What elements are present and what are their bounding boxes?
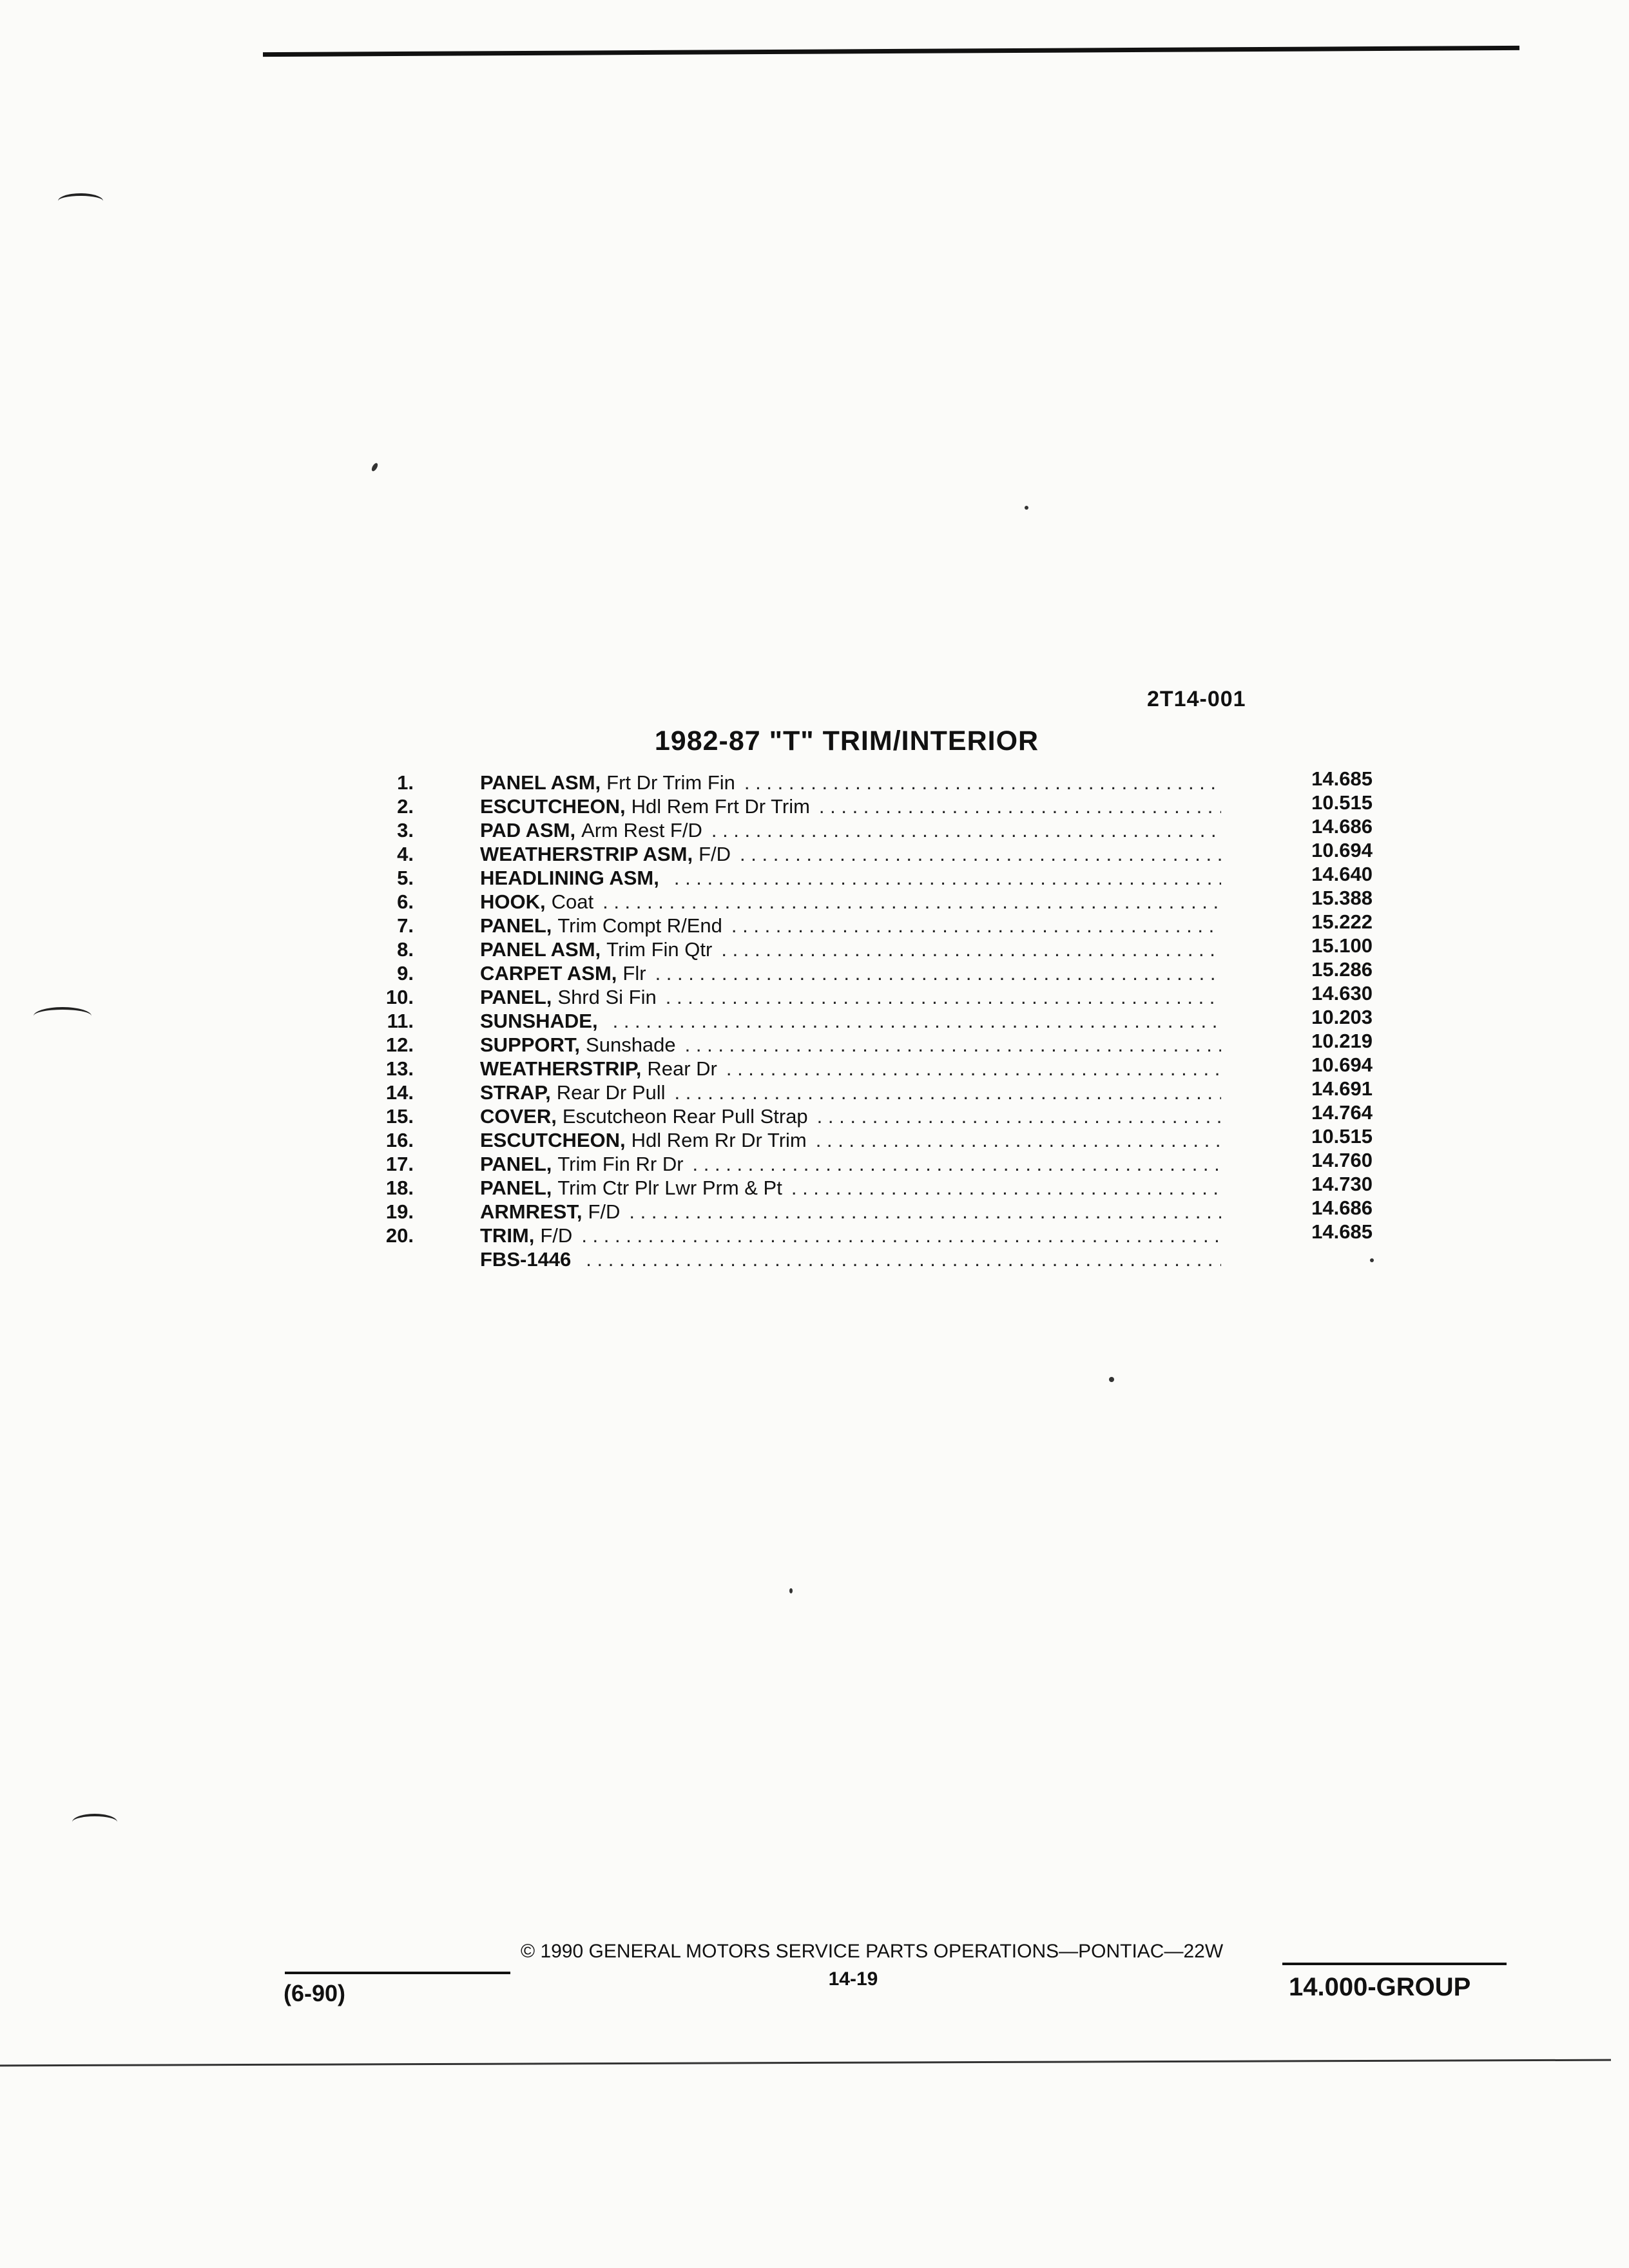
- part-number: 18.: [385, 1177, 414, 1199]
- part-group-code: 14.685: [1311, 1220, 1373, 1243]
- binder-hole-mark-middle: [34, 1007, 92, 1025]
- footer-revision-date: (6-90): [284, 1980, 346, 2006]
- page-title: 1982-87 "T" TRIM/INTERIOR: [654, 726, 1039, 756]
- parts-list: [380, 767, 1373, 1271]
- part-name: PANEL,: [480, 1153, 552, 1175]
- part-description: [480, 1247, 1221, 1271]
- dot-leader: [711, 818, 1221, 842]
- part-row: [380, 1196, 1373, 1224]
- part-row: [380, 863, 1373, 890]
- part-detail: F/D: [588, 1200, 621, 1223]
- dot-leader: [740, 842, 1221, 866]
- dot-leader: [817, 1104, 1221, 1128]
- footer-group-label: 14.000-GROUP: [1289, 1973, 1471, 2001]
- part-detail: Escutcheon Rear Pull Strap: [562, 1105, 808, 1128]
- part-name: PANEL,: [480, 1177, 552, 1199]
- dot-leader: [744, 771, 1221, 794]
- part-name: PANEL ASM,: [480, 938, 601, 961]
- binder-hole-mark-top: [58, 193, 103, 209]
- part-description: [480, 866, 1221, 890]
- dot-leader: [693, 1152, 1221, 1176]
- part-number: 2.: [397, 795, 414, 818]
- dot-leader: [726, 1057, 1221, 1081]
- part-description: [480, 794, 1221, 818]
- part-description: [480, 985, 1221, 1009]
- part-row: [380, 1173, 1373, 1200]
- part-row: [380, 1125, 1373, 1152]
- part-group-code: 15.100: [1311, 934, 1373, 957]
- part-group-code: 10.694: [1311, 839, 1373, 861]
- part-name: ESCUTCHEON,: [480, 795, 626, 818]
- part-description: [480, 1057, 1221, 1081]
- part-detail: Rear Dr Pull: [556, 1081, 666, 1104]
- part-detail: Trim Fin Rr Dr: [557, 1153, 684, 1175]
- part-group-code: 15.222: [1311, 910, 1373, 933]
- part-number: 9.: [397, 962, 414, 985]
- part-number: 6.: [397, 890, 414, 913]
- scan-speck: [371, 462, 379, 472]
- part-description: [480, 842, 1221, 866]
- dot-leader: [731, 914, 1221, 937]
- part-description: [480, 961, 1221, 985]
- part-description: [480, 1128, 1221, 1152]
- part-name: ESCUTCHEON,: [480, 1129, 626, 1151]
- part-row: [380, 910, 1373, 937]
- part-group-code: 15.286: [1311, 958, 1373, 981]
- part-row: [380, 1101, 1373, 1128]
- part-detail: F/D: [540, 1224, 573, 1247]
- part-name: ARMREST,: [480, 1200, 583, 1223]
- part-number: 15.: [385, 1105, 414, 1128]
- part-group-code: 15.388: [1311, 887, 1373, 909]
- footer-copyright: © 1990 GENERAL MOTORS SERVICE PARTS OPERATIONS—PONTIAC—22W: [521, 1941, 1224, 1962]
- part-description: [480, 1224, 1221, 1247]
- part-description: [480, 1009, 1221, 1033]
- part-group-code: 14.630: [1311, 982, 1373, 1004]
- part-detail: Shrd Si Fin: [557, 986, 657, 1008]
- part-description: [480, 914, 1221, 937]
- part-group-code: 14.686: [1311, 815, 1373, 838]
- part-row: [380, 982, 1373, 1009]
- part-group-code: 14.764: [1311, 1101, 1373, 1124]
- part-row: [380, 1220, 1373, 1247]
- dot-leader: [666, 985, 1221, 1009]
- top-rule: [263, 46, 1519, 57]
- part-group-code: 10.219: [1311, 1030, 1373, 1052]
- part-row: [380, 1053, 1373, 1081]
- part-number: 4.: [397, 843, 414, 865]
- scan-speck: [789, 1588, 793, 1593]
- part-number: 19.: [385, 1200, 414, 1223]
- binder-hole-mark-bottom: [72, 1814, 117, 1831]
- bottom-rule: [0, 2059, 1611, 2067]
- part-row: [380, 934, 1373, 961]
- part-description: [480, 1081, 1221, 1104]
- part-number: 17.: [385, 1153, 414, 1175]
- part-group-code: 10.515: [1311, 791, 1373, 814]
- dot-leader: [586, 1247, 1221, 1271]
- dot-leader: [816, 1128, 1221, 1152]
- dot-leader: [675, 1081, 1221, 1104]
- scan-speck: [1025, 506, 1028, 510]
- part-description: [480, 1200, 1221, 1224]
- dot-leader: [581, 1224, 1221, 1247]
- part-name: WEATHERSTRIP ASM,: [480, 843, 693, 865]
- part-name: PANEL,: [480, 914, 552, 937]
- part-number: 20.: [385, 1224, 414, 1247]
- dot-leader: [721, 937, 1221, 961]
- part-group-code: 14.686: [1311, 1196, 1373, 1219]
- part-row: [380, 839, 1373, 866]
- part-number: 10.: [385, 986, 414, 1008]
- scan-speck: [1109, 1377, 1114, 1382]
- part-name: PANEL ASM,: [480, 771, 601, 794]
- part-detail: Arm Rest F/D: [581, 819, 702, 841]
- part-group-code: 14.730: [1311, 1173, 1373, 1195]
- part-detail: Hdl Rem Rr Dr Trim: [631, 1129, 807, 1151]
- part-name: SUNSHADE,: [480, 1010, 598, 1032]
- part-name: WEATHERSTRIP,: [480, 1057, 642, 1080]
- part-number: 5.: [397, 867, 414, 889]
- document-code: 2T14-001: [1147, 687, 1246, 711]
- part-name: PAD ASM,: [480, 819, 576, 841]
- part-number: 3.: [397, 819, 414, 841]
- part-detail: F/D: [699, 843, 731, 865]
- dot-leader: [613, 1009, 1221, 1033]
- footer-page-number: 14-19: [828, 1968, 878, 1990]
- part-name: PANEL,: [480, 986, 552, 1008]
- part-number: 7.: [397, 914, 414, 937]
- part-row: [380, 1077, 1373, 1104]
- part-row: [380, 815, 1373, 842]
- part-detail: Frt Dr Trim Fin: [606, 771, 735, 794]
- dot-leader: [629, 1200, 1221, 1224]
- part-group-code: 14.685: [1311, 767, 1373, 790]
- part-detail: Coat: [551, 890, 594, 913]
- part-detail: Sunshade: [586, 1033, 676, 1056]
- part-number: 8.: [397, 938, 414, 961]
- part-name: HEADLINING ASM,: [480, 867, 659, 889]
- part-group-code: 10.694: [1311, 1053, 1373, 1076]
- part-detail: Trim Ctr Plr Lwr Prm & Pt: [557, 1177, 782, 1199]
- part-name: HOOK,: [480, 890, 546, 913]
- part-group-code: 10.203: [1311, 1006, 1373, 1028]
- part-description: [480, 890, 1221, 914]
- part-number: 11.: [387, 1010, 414, 1032]
- part-name: SUPPORT,: [480, 1033, 581, 1056]
- part-row: [380, 767, 1373, 794]
- part-name: FBS-1446: [480, 1248, 572, 1271]
- dot-leader: [791, 1176, 1221, 1200]
- part-name: COVER,: [480, 1105, 557, 1128]
- part-group-code: 14.691: [1311, 1077, 1373, 1100]
- part-detail: Rear Dr: [647, 1057, 717, 1080]
- part-description: [480, 771, 1221, 794]
- part-row: [380, 887, 1373, 914]
- part-row: [380, 958, 1373, 985]
- part-row: [380, 1247, 1373, 1271]
- part-description: [480, 1152, 1221, 1176]
- part-group-code: 14.640: [1311, 863, 1373, 885]
- part-description: [480, 937, 1221, 961]
- part-detail: Hdl Rem Frt Dr Trim: [631, 795, 810, 818]
- part-description: [480, 1176, 1221, 1200]
- dot-leader: [674, 866, 1221, 890]
- part-number: 12.: [385, 1033, 414, 1056]
- part-name: TRIM,: [480, 1224, 535, 1247]
- dot-leader: [819, 794, 1221, 818]
- part-detail: Flr: [622, 962, 646, 985]
- part-row: [380, 791, 1373, 818]
- part-row: [380, 1149, 1373, 1176]
- part-row: [380, 1030, 1373, 1057]
- part-group-code: 14.760: [1311, 1149, 1373, 1171]
- footer-rule-right: [1282, 1963, 1507, 1965]
- dot-leader: [655, 961, 1221, 985]
- part-detail: Trim Compt R/End: [557, 914, 722, 937]
- dot-leader: [602, 890, 1221, 914]
- part-number: 1.: [397, 771, 414, 794]
- part-name: CARPET ASM,: [480, 962, 617, 985]
- part-row: [380, 1006, 1373, 1033]
- part-detail: Trim Fin Qtr: [606, 938, 713, 961]
- part-name: STRAP,: [480, 1081, 551, 1104]
- part-group-code: 10.515: [1311, 1125, 1373, 1148]
- part-description: [480, 818, 1221, 842]
- dot-leader: [685, 1033, 1221, 1057]
- part-description: [480, 1104, 1221, 1128]
- part-number: 13.: [385, 1057, 414, 1080]
- part-number: 14.: [385, 1081, 414, 1104]
- part-number: 16.: [385, 1129, 414, 1151]
- part-description: [480, 1033, 1221, 1057]
